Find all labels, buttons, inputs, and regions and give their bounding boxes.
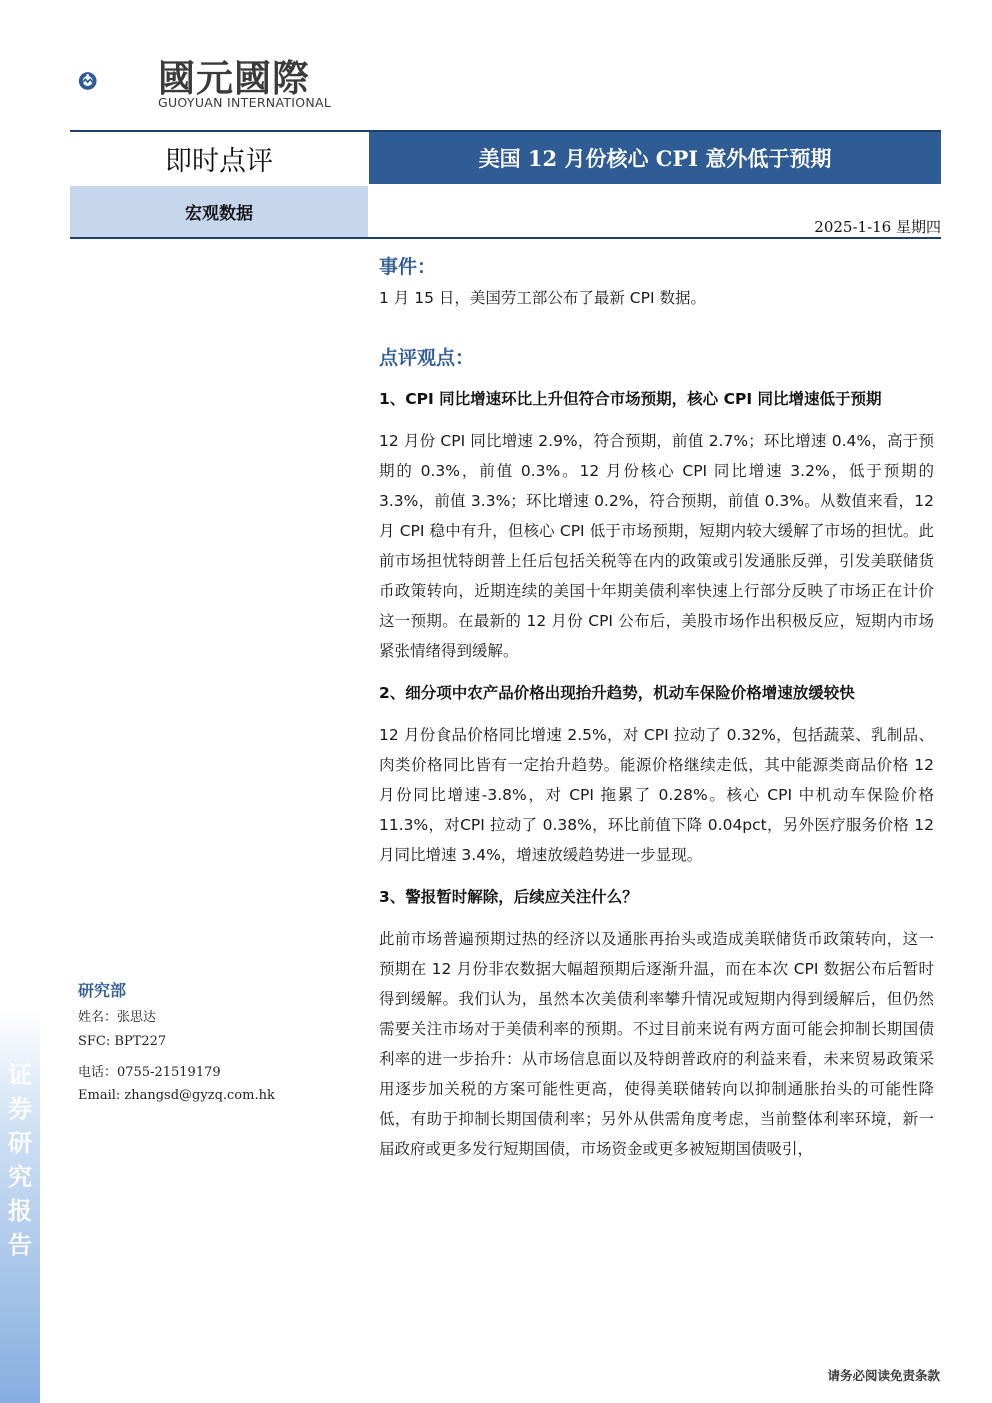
point1-text: 12 月份 CPI 同比增速 2.9%，符合预期，前值 2.7%；环比增速 0.4%，高于预期的 0.3%，前值 0.3%。12 月份核心 CPI 同比增速 3.2%，低于预期的 3.3%，前值 3.3%；环比增速 0.2%，符合预期，前值 0.3%。从数值来看，12 月 CPI 稳中有升，但核心 CPI 低于市场预期，短期内较大缓解了市场的担忧。此前市场担忧特朗普上任后包括关税等在内的政策或引发通胀反弹，引发美联储货币政策转向，近期连续的美国十年期美债利率快速上行部分反映了市场正在计价这一预期。在最新的 12 月份 CPI 公布后，美股市场作出积极反应，短期内市场紧张情绪得到缓解。 xyxy=(379,432,934,660)
point3-text: 此前市场普遍预期过热的经济以及通胀再抬头或造成美联储货币政策转向，这一预期在 12 月份非农数据大幅超预期后逐渐升温，而在本次 CPI 数据公布后暂时得到缓解。我们认为，虽然本次美债利率攀升情况或短期内得到缓解后，但仍然需要关注市场对于美债利率的预期。不过目前来说有两方面可能会抑制长期国债利率的进一步抬升：从市场信息面以及特朗普政府的利益来看，未来贸易政策采用逐步加关税的方案可能性更高，使得美联储转向以抑制通胀抬头的可能性降低，有助于抑制长期国债利率；另外从供需角度考虑，当前整体利率环境，新一届政府或更多发行短期国债，市场资金或更多被短期国债吸引， xyxy=(379,930,934,1158)
side-label-char: 研 xyxy=(8,1129,32,1157)
point3-heading: 3、警报暂时解除，后续应关注什么？ xyxy=(379,888,638,906)
side-label-char: 究 xyxy=(8,1163,32,1191)
report-headline: 美国 12 月份核心 CPI 意外低于预期 xyxy=(369,132,941,184)
side-label-char: 报 xyxy=(8,1197,32,1225)
comment-title: 点评观点： xyxy=(379,347,475,369)
report-type: 即时点评 xyxy=(165,145,273,177)
event-title: 事件： xyxy=(379,256,437,278)
point1-heading: 1、CPI 同比增速环比上升但符合市场预期，核心 CPI 同比增速低于预期 xyxy=(379,390,882,408)
point2-text: 12 月份食品价格同比增速 2.5%，对 CPI 拉动了 0.32%，包括蔬菜、乳制品、肉类价格同比皆有一定抬升趋势。能源价格继续走低，其中能源类商品价格 12 月份同比增速-3.8%，对 CPI 拖累了 0.28%。核心 CPI 中机动车保险价格11.3%，对CPI 拉动了 0.38%，环比前值下降 0.04pct，另外医疗服务价格 12 月同比增速 3.4%，增速放缓趋势进一步显现。 xyxy=(379,726,934,864)
author-sfc: SFC: BPT227 xyxy=(78,1034,167,1049)
author-dept: 研究部 xyxy=(78,981,127,1000)
disclaimer-note[interactable]: 请务必阅读免责条款 xyxy=(827,1368,940,1383)
event-text: 1 月 15 日，美国劳工部公布了最新 CPI 数据。 xyxy=(379,289,706,307)
author-name: 姓名：张思达 xyxy=(78,1010,157,1025)
report-category: 宏观数据 xyxy=(70,186,368,237)
logo-name: 國元國際 xyxy=(158,57,310,100)
side-label-char: 告 xyxy=(8,1231,32,1259)
report-body xyxy=(379,252,934,1164)
author-phone: 电话：0755-21519179 xyxy=(78,1065,221,1080)
logo-subtitle: GUOYUAN INTERNATIONAL xyxy=(158,95,332,110)
side-label-char: 证 xyxy=(8,1061,32,1089)
report-date: 2025-1-16 星期四 xyxy=(814,218,941,236)
header-bottom-rule xyxy=(70,237,941,239)
point2-heading: 2、细分项中农产品价格出现抬升趋势，机动车保险价格增速放缓较快 xyxy=(379,684,855,702)
company-logo-icon xyxy=(78,46,150,116)
author-email: Email: zhangsd@gyzq.com.hk xyxy=(78,1088,275,1103)
side-label xyxy=(4,1058,36,1262)
side-label-char: 券 xyxy=(8,1095,32,1123)
